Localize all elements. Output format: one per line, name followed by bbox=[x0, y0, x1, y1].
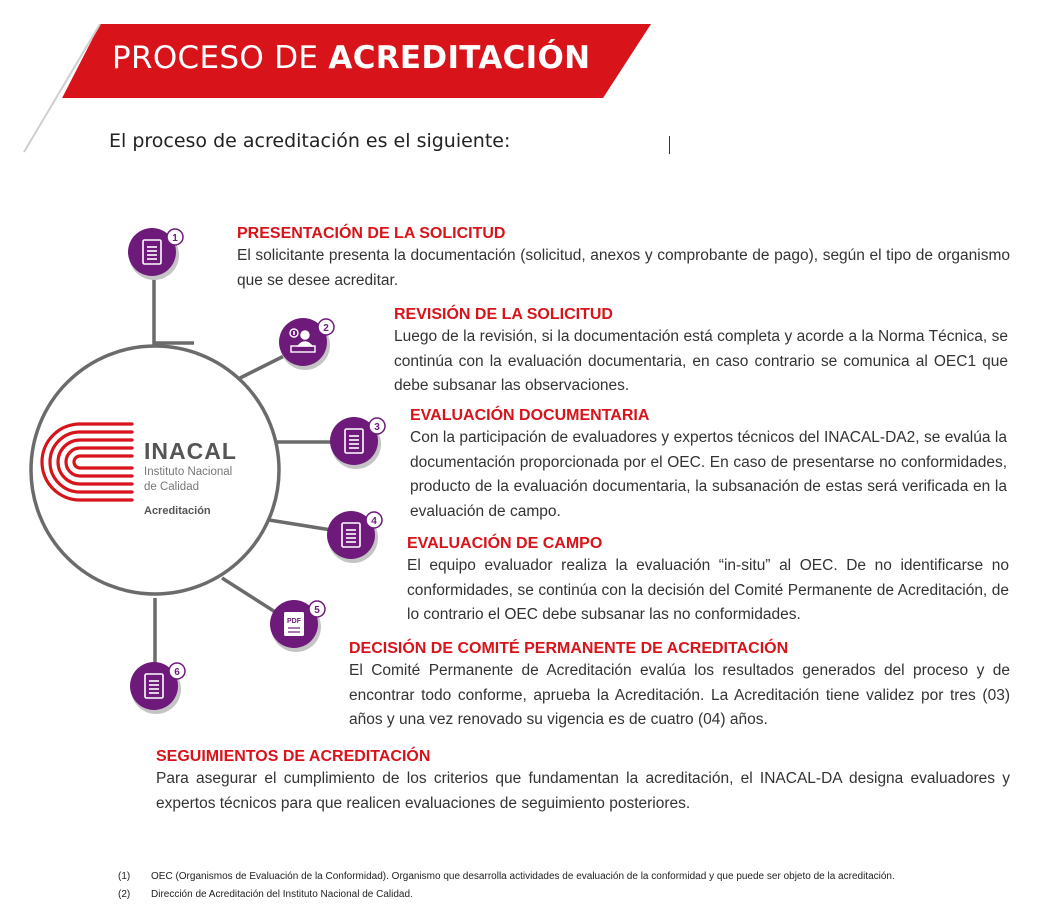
step-title: SEGUIMIENTOS DE ACREDITACIÓN bbox=[156, 748, 431, 765]
step-number: 5 bbox=[314, 605, 320, 616]
footnote-2 bbox=[118, 886, 895, 904]
text-cursor bbox=[669, 136, 670, 154]
step-number: 6 bbox=[174, 667, 180, 678]
pdf-icon bbox=[284, 612, 304, 636]
step-description: El equipo evaluador realiza la evaluación “in-situ” al OEC. De no identificarse no conformidades, se continúa con la decisión del Comité Permanente de Acreditación, de lo contrario el OEC debe subsanar las no conformidades. bbox=[407, 557, 1009, 623]
step-title: EVALUACIÓN DOCUMENTARIA bbox=[410, 407, 650, 424]
step-4 bbox=[407, 534, 1009, 628]
step-description: Para asegurar el cumplimiento de los criterios que fundamentan la acreditación, el INACAL-DA designa evaluadores y expertos técnicos para que realicen evaluaciones de seguimiento posteriores. bbox=[156, 770, 1010, 812]
step-number: 2 bbox=[323, 323, 329, 334]
step-number: 3 bbox=[374, 422, 380, 433]
step-number: 1 bbox=[172, 233, 178, 244]
step-node-3 bbox=[330, 417, 385, 469]
footnote-number: (2) bbox=[118, 889, 131, 900]
footnotes bbox=[118, 868, 895, 904]
footnote-number: (1) bbox=[118, 871, 131, 882]
step-3 bbox=[410, 406, 1007, 524]
step-6 bbox=[156, 747, 1010, 816]
step-node-1 bbox=[128, 228, 183, 280]
step-number: 4 bbox=[371, 516, 377, 527]
svg-text:PDF: PDF bbox=[287, 618, 301, 625]
step-node-4 bbox=[327, 511, 382, 563]
step-title: PRESENTACIÓN DE LA SOLICITUD bbox=[237, 225, 506, 242]
page-title: PROCESO DE ACREDITACIÓN bbox=[112, 40, 591, 76]
step-5 bbox=[349, 639, 1010, 733]
step-node-5 bbox=[270, 600, 325, 652]
step-2 bbox=[394, 305, 1008, 399]
step-title: EVALUACIÓN DE CAMPO bbox=[407, 535, 603, 552]
step-node-2 bbox=[279, 318, 334, 370]
logo-area: Acreditación bbox=[144, 505, 211, 517]
footnote-text: OEC (Organismos de Evaluación de la Conformidad). Organismo que desarrolla actividades de evaluación de la conformidad y que puede ser objeto de la acreditación. bbox=[151, 871, 895, 882]
step-description: Con la participación de evaluadores y expertos técnicos del INACAL-DA2, se evalúa la documentación proporcionada por el OEC. En caso de presentarse no conformidades, producto de la evaluación documentaria, la subsanación de estas será verificada en la evaluación de campo. bbox=[410, 429, 1007, 520]
step-node-6 bbox=[130, 662, 185, 714]
footnote-text: Dirección de Acreditación del Instituto Nacional de Calidad. bbox=[151, 889, 413, 900]
step-1 bbox=[237, 224, 1010, 293]
logo-subtitle: de Calidad bbox=[144, 481, 199, 493]
intro-text: El proceso de acreditación es el siguiente: bbox=[109, 130, 511, 152]
step-description: El Comité Permanente de Acreditación evalúa los resultados generados del proceso y de encontrar todo conforme, aprueba la Acreditación. La Acreditación tiene validez por tres (03) años y una vez renovado su vigencia es de cuatro (04) años. bbox=[349, 662, 1010, 728]
step-title: DECISIÓN DE COMITÉ PERMANENTE DE ACREDITACIÓN bbox=[349, 640, 789, 657]
logo-subtitle: Instituto Nacional bbox=[144, 466, 233, 478]
footnote-1 bbox=[118, 868, 895, 886]
step-description: Luego de la revisión, si la documentación está completa y acorde a la Norma Técnica, se continúa con la evaluación documentaria, en caso contrario se comunica al OEC1 que debe subsanar las observaciones. bbox=[394, 328, 1008, 394]
logo-name: INACAL bbox=[144, 438, 237, 464]
step-description: El solicitante presenta la documentación (solicitud, anexos y comprobante de pago), según el tipo de organismo que se desee acreditar. bbox=[237, 247, 1010, 289]
step-title: REVISIÓN DE LA SOLICITUD bbox=[394, 306, 613, 323]
